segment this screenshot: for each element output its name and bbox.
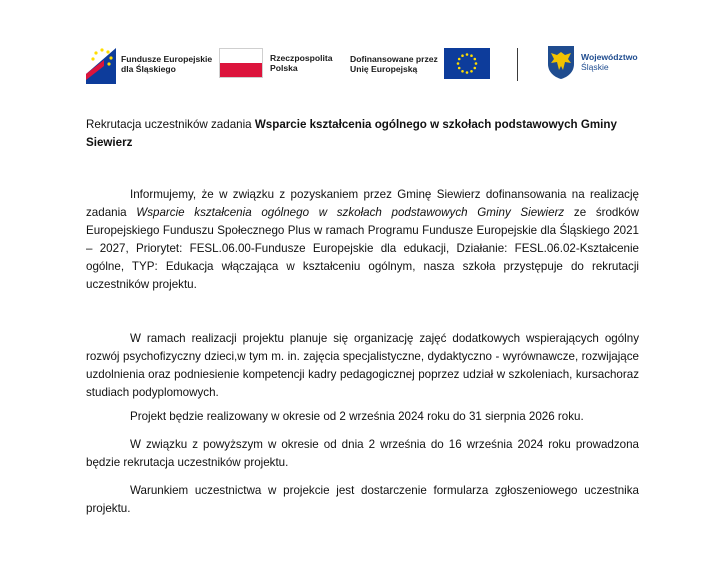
- wojewodztwo-slaskie-logo: [546, 44, 638, 80]
- p1-project-name: Wsparcie kształcenia ogólnego w szkołach podstawowych Gminy Siewierz: [136, 206, 565, 219]
- rp-line2: Polska: [270, 63, 298, 73]
- p1-text-b: ze środków Europejskiego Funduszu Społecznego Plus w ramach Programu Fundusze Europejskie dla Śląskiego 2021 – 2027, Priorytet: FESL.06.00-Fundusze Europejskie dla edukacji, Działanie: FESL.06.02-Kształcenie ogólne, TYP: Edukacja włączająca w kształceniu ogólnym, nasza szkoła przystępuje do rekrutacji uczestników projektu.: [86, 206, 639, 291]
- paragraph-info: [86, 186, 639, 294]
- fe-logo-text: [121, 54, 212, 74]
- ue-line2: Unię Europejską: [350, 63, 418, 74]
- unia-europejska-logo: [350, 48, 490, 79]
- fundusze-europejskie-logo: [86, 44, 212, 84]
- rzeczpospolita-polska-logo: [219, 48, 333, 78]
- paragraph-period: Projekt będzie realizowany w okresie od 2 września 2024 roku do 31 sierpnia 2026 roku.: [130, 410, 584, 423]
- title-prefix: Rekrutacja uczestników zadania: [86, 118, 255, 131]
- fe-flag-icon: [86, 44, 116, 84]
- sl-line2: Śląskie: [581, 62, 609, 72]
- rp-logo-text: [270, 53, 333, 73]
- polish-flag-icon: [219, 48, 263, 78]
- eu-flag-icon: [444, 48, 490, 79]
- ue-line1: Dofinansowane przez: [350, 53, 438, 64]
- logo-bar: [86, 40, 724, 90]
- rp-line1: Rzeczpospolita: [270, 53, 333, 63]
- ue-logo-text: [350, 54, 438, 74]
- fe-line1: Fundusze Europejskie: [121, 54, 213, 64]
- paragraph-condition: Warunkiem uczestnictwa w projekcie jest dostarczenie formularza zgłoszeniowego uczestnika projektu.: [86, 484, 639, 515]
- fe-line2: dla Śląskiego: [121, 64, 176, 74]
- page-title: [86, 116, 639, 152]
- p1-text-a: Informujemy, że w związku z pozyskaniem przez Gminę Siewierz dofinansowania na realizację zadania: [86, 188, 639, 219]
- logo-divider: [517, 48, 518, 81]
- paragraph-recruitment-dates: W związku z powyższym w okresie od dnia 2 września do 16 września 2024 roku prowadzona będzie rekrutacja uczestników projektu.: [86, 438, 639, 469]
- slaskie-eagle-icon: [546, 44, 576, 80]
- title-project-name: Wsparcie kształcenia ogólnego w szkołach podstawowych Gminy Siewierz: [86, 118, 617, 149]
- sl-line1: Województwo: [581, 52, 638, 62]
- paragraph-activities: W ramach realizacji projektu planuje się organizację zajęć dodatkowych wspierających ogólny rozwój psychofizyczny dzieci,w tym m. in. zajęcia specjalistyczne, dydaktyczno - wyrównawcze, rozwijające uzdolnienia oraz podniesienie kompetencji kadry pedagogicznej poprzez udział w szkoleniach, kursachoraz studiach podyplomowych.: [86, 332, 639, 399]
- sl-logo-text: [581, 52, 638, 72]
